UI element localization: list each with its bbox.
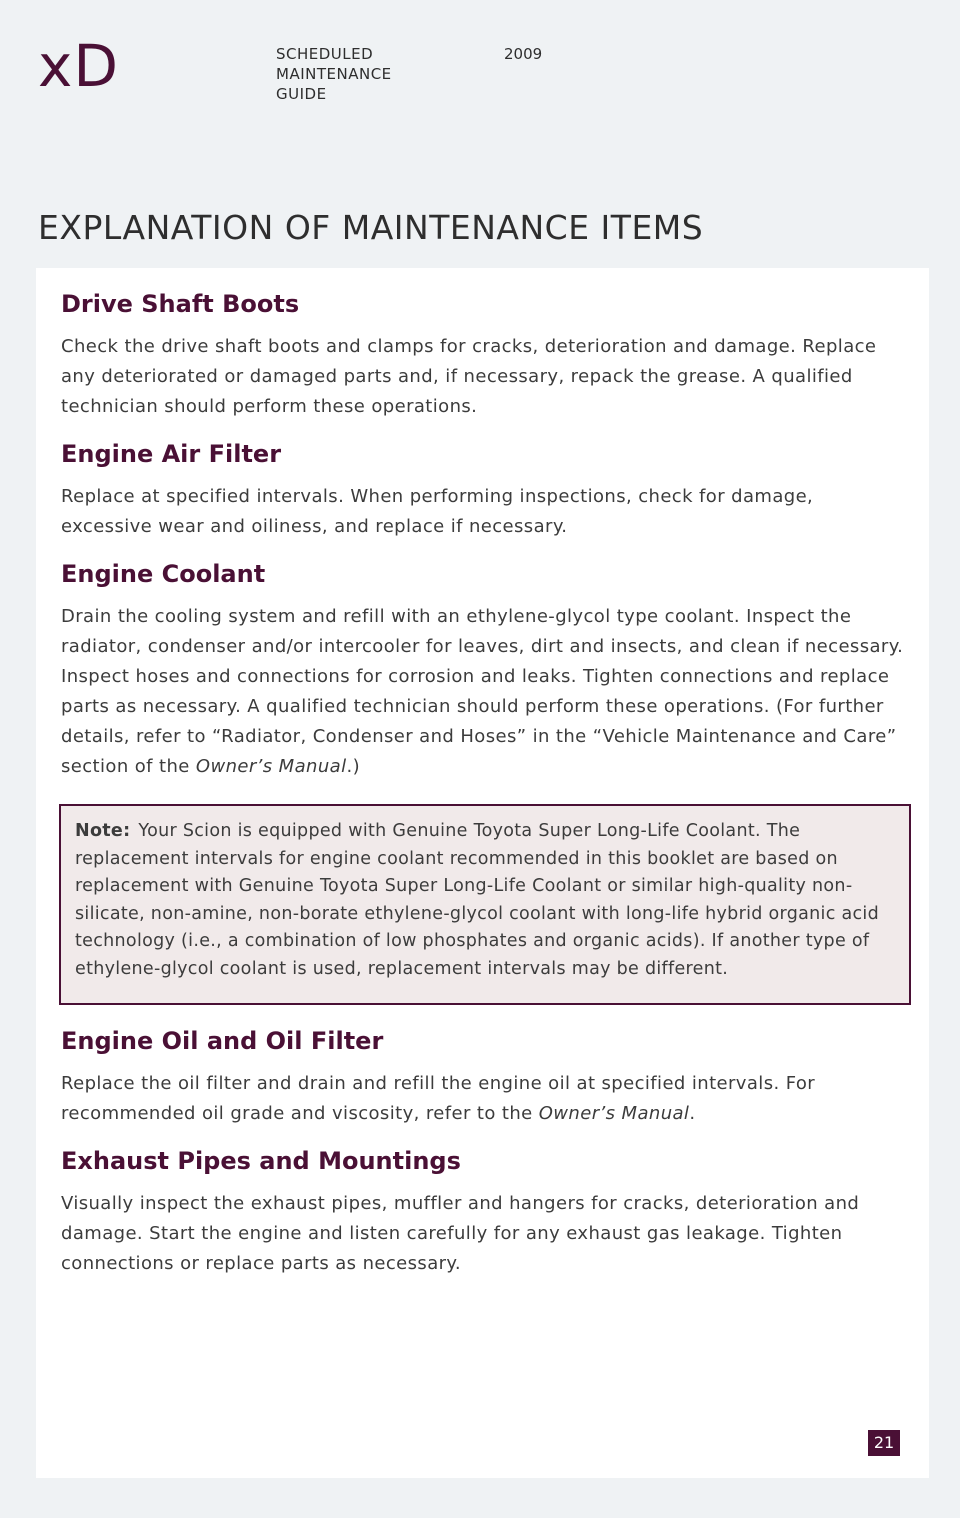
section-title-engine-air-filter: Engine Air Filter: [61, 440, 282, 468]
section-body-exhaust-pipes: Visually inspect the exhaust pipes, muffler and hangers for cracks, deterioration and damage. Start the engine and listen carefully for any exhaust gas leakage. Tighten connections or replace parts as necessary.: [61, 1193, 860, 1274]
owners-manual-reference: Owner’s Manual: [195, 756, 347, 777]
guide-line: GUIDE: [276, 85, 327, 103]
oil-body-end: .: [689, 1103, 696, 1124]
section-body-engine-oil: [61, 1069, 909, 1129]
coolant-note-box: [59, 804, 911, 1005]
note-text: Your Scion is equipped with Genuine Toyota Super Long-Life Coolant. The replacement intervals for engine coolant recommended in this booklet are based on replacement with Genuine Toyota Super Long-Life Coolant or similar high-quality non-silicate, non-amine, non-borate ethylene-glycol coolant with long-life hybrid organic acid technology (i.e., a combination of low phosphates and organic acids). If another type of ethylene-glycol coolant is used, replacement intervals may be different.: [75, 821, 879, 979]
guide-line: SCHEDULED: [276, 45, 374, 63]
oil-body-text: Replace the oil filter and drain and refill the engine oil at specified intervals. For recommended oil grade and viscosity, refer to the: [61, 1073, 816, 1124]
section-body-engine-coolant: [61, 602, 909, 782]
note-label: Note:: [75, 821, 131, 841]
section-body-engine-air-filter: Replace at specified intervals. When performing inspections, check for damage, excessive wear and oiliness, and replace if necessary.: [61, 486, 814, 537]
section-body-drive-shaft-boots: Check the drive shaft boots and clamps for cracks, deterioration and damage. Replace any deteriorated or damaged parts and, if necessary, repack the grease. A qualified technician should perform these operations.: [61, 336, 877, 417]
content-column: [61, 288, 909, 1295]
owners-manual-reference: Owner’s Manual: [538, 1103, 690, 1124]
content-panel: [36, 268, 929, 1478]
section-title-engine-oil: Engine Oil and Oil Filter: [61, 1027, 384, 1055]
coolant-body-end: .): [346, 756, 361, 777]
section-title-exhaust-pipes: Exhaust Pipes and Mountings: [61, 1147, 461, 1175]
guide-line: MAINTENANCE: [276, 65, 392, 83]
coolant-body-text: Drain the cooling system and refill with an ethylene-glycol type coolant. Inspect the radiator, condenser and/or intercooler for leaves, dirt and insects, and clean if necessary. Inspect hoses and connections for corrosion and leaks. Tighten connections and replace parts as necessary. A qualified technician should perform these operations. (For further details, refer to “Radiator, Condenser and Hoses” in the “Vehicle Maintenance and Care” section of the: [61, 606, 904, 777]
section-title-engine-coolant: Engine Coolant: [61, 560, 266, 588]
guide-label: [276, 44, 392, 104]
xd-logo: xD: [38, 32, 119, 100]
model-year: 2009: [504, 45, 543, 63]
section-title-drive-shaft-boots: Drive Shaft Boots: [61, 290, 300, 318]
page-title: EXPLANATION OF MAINTENANCE ITEMS: [38, 208, 704, 247]
page-number: 21: [868, 1430, 900, 1456]
